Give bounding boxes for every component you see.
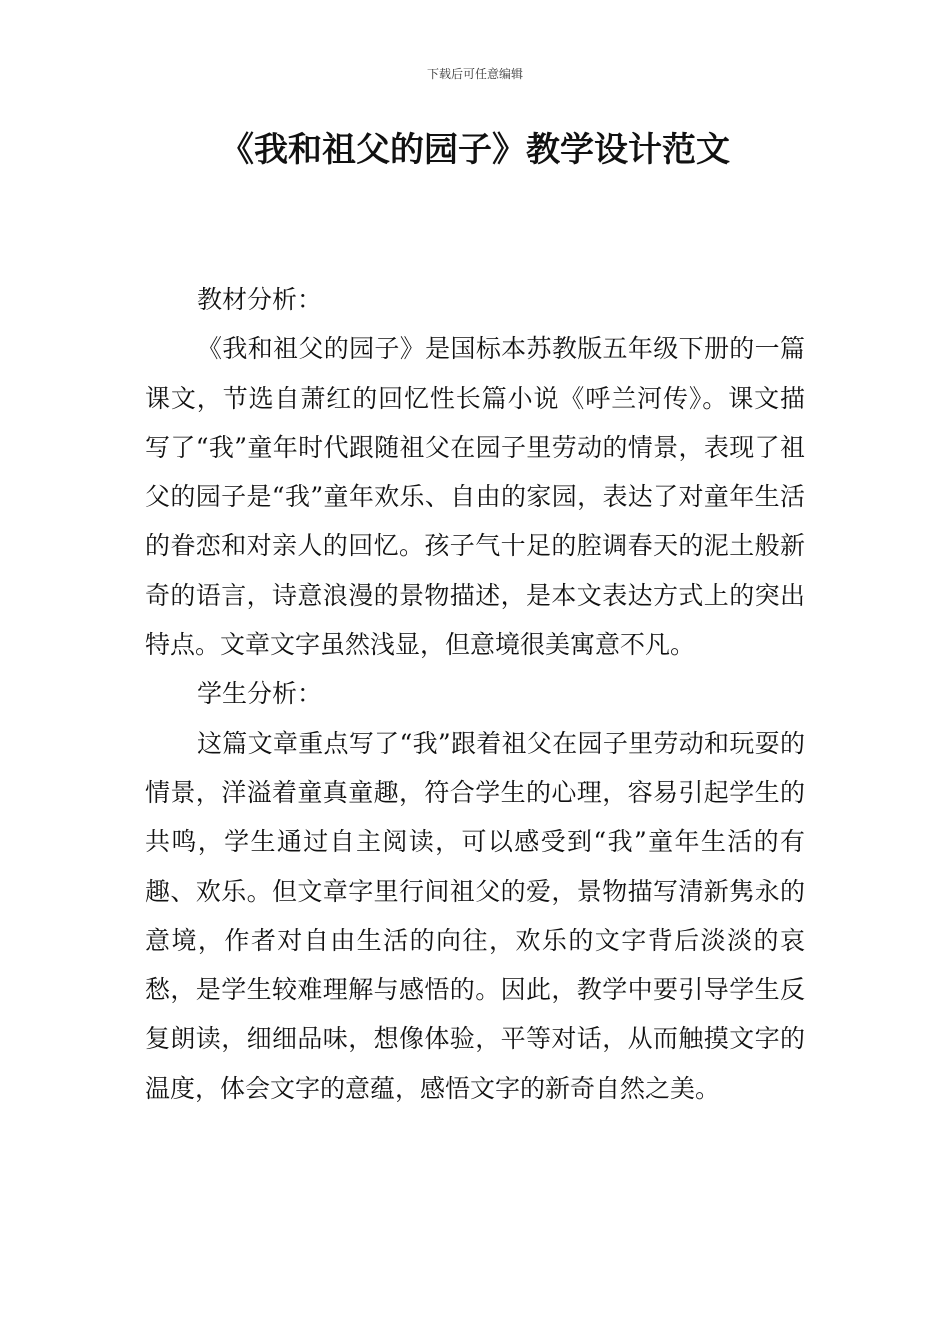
document-body xyxy=(145,275,805,1113)
section-body-textbook-analysis: 《我和祖父的园子》是国标本苏教版五年级下册的一篇课文，节选自萧红的回忆性长篇小说《呼兰河传》。课文描写了“我”童年时代跟随祖父在园子里劳动的情景，表现了祖父的园子是“我”童年欢乐、自由的家园，表达了对童年生活的眷恋和对亲人的回忆。孩子气十足的腔调春天的泥土般新奇的语言，诗意浪漫的景物描述，是本文表达方式上的突出特点。文章文字虽然浅显，但意境很美寓意不凡。 xyxy=(145,334,805,660)
section-body-student-analysis: 这篇文章重点写了“我”跟着祖父在园子里劳动和玩耍的情景，洋溢着童真童趣，符合学生的心理，容易引起学生的共鸣，学生通过自主阅读，可以感受到“我”童年生活的有趣、欢乐。但文章字里行间祖父的爱，景物描写清新隽永的意境，作者对自由生活的向往，欢乐的文字背后淡淡的哀愁，是学生较难理解与感悟的。因此，教学中要引导学生反复朗读，细细品味，想像体验，平等对话，从而触摸文字的温度，体会文字的意蕴，感悟文字的新奇自然之美。 xyxy=(145,728,805,1103)
page-header-note: 下载后可任意编辑 xyxy=(426,67,523,81)
document-title: 《我和祖父的园子》教学设计范文 xyxy=(220,130,730,170)
section-heading-textbook-analysis: 教材分析： xyxy=(197,285,323,314)
section-heading-student-analysis: 学生分析： xyxy=(197,679,323,709)
